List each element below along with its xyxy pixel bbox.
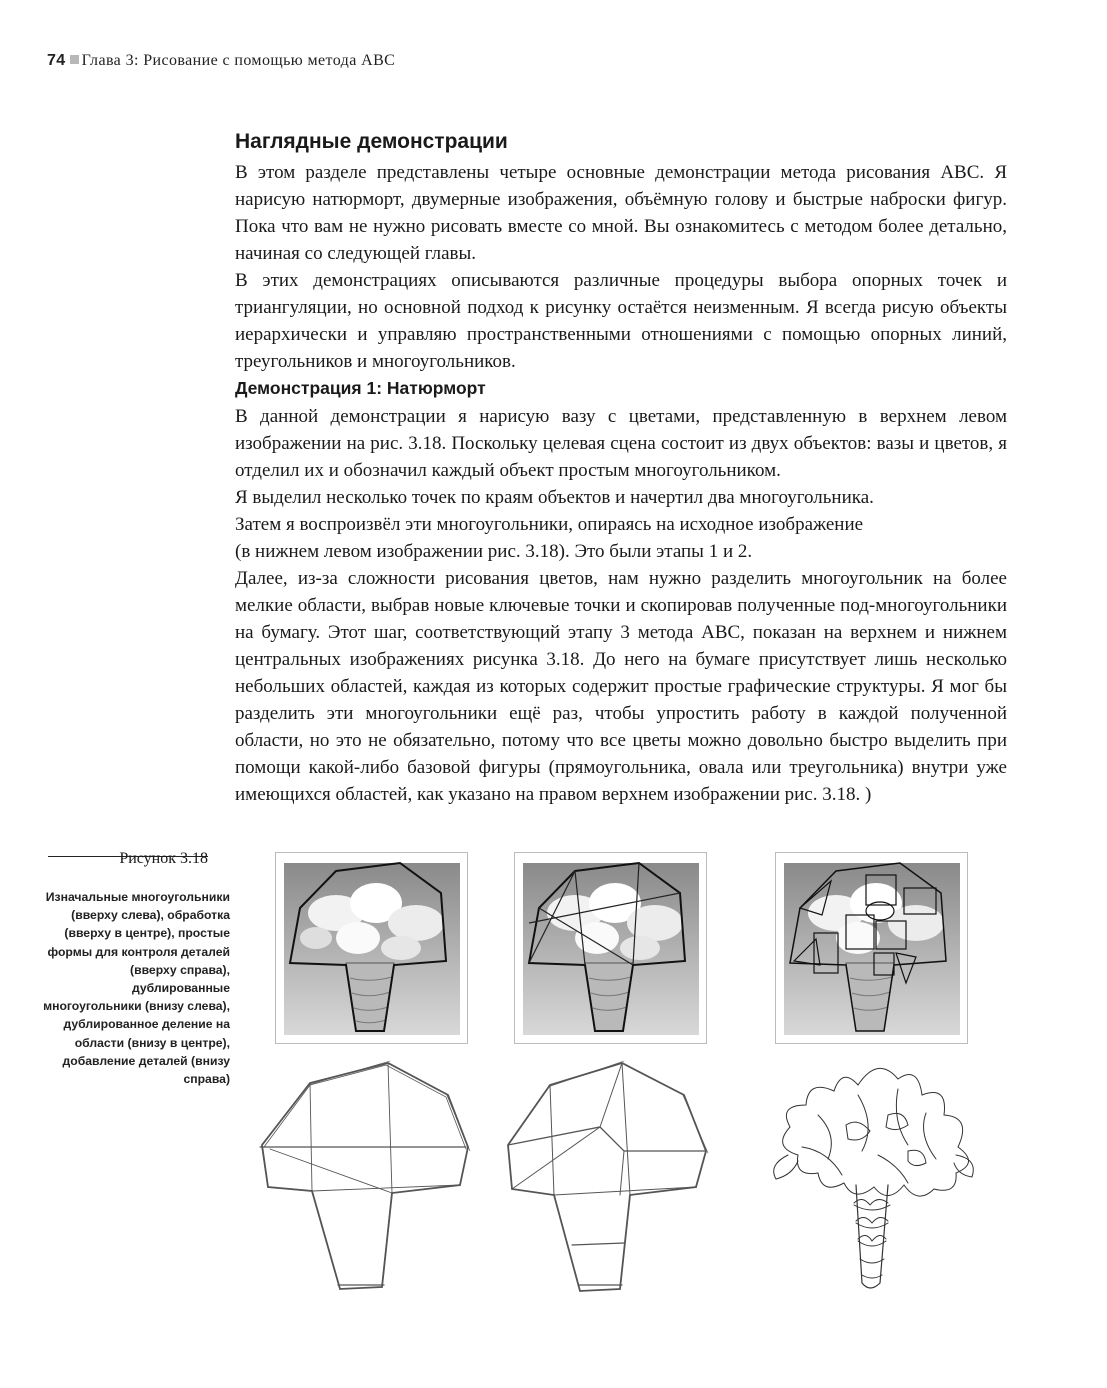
figure-photo-initial-polygons (275, 852, 468, 1044)
demo-title: Демонстрация 1: Натюрморт (235, 378, 486, 398)
chapter-title: Глава 3: Рисование с помощью метода ABC (81, 52, 396, 69)
figure-sketch-duplicated-regions (496, 1055, 726, 1305)
separator-square (70, 55, 79, 64)
section-paragraph-1: В этом разделе представлены четыре основные демонстрации метода рисования ABC. Я нарисую натюрморт, двумерные изображения, объёмную голову и быстрые наброски фигур. Пока что вам не нужно рисовать вместе со мной. Вы ознакомитесь с методом более детально, начиная со следующей главы. (235, 162, 1007, 264)
figure-label: Рисунок 3.18 (119, 850, 208, 867)
figure-sketch-duplicated-polygons (250, 1055, 480, 1305)
demo-paragraph-5: Далее, из-за сложности рисования цветов, нам нужно разделить многоугольник на более мелкие области, выбрав новые ключевые точки и скопировав полученные под-многоугольники на бумагу. Этот шаг, соответствующий этапу 3 метода ABC, показан на верхнем и нижнем центральных изображениях рисунка 3.18. До него на бумаге присутствует лишь несколько небольших областей, каждая из которых содержит простые графические структуры. Я мог бы разделить эти многоугольники ещё раз, чтобы упростить работу в каждой полученной области, но это не обязательно, потому что все цветы можно довольно быстро выделить при помощи какой-либо базовой фигуры (прямоугольника, овала или треугольника) внутри уже имеющихся областей, как указано на правом верхнем изображении рис. 3.18. ) (235, 568, 1007, 805)
section-title: Наглядные демонстрации (235, 130, 508, 153)
demo-paragraph-3: Затем я воспроизвёл эти многоугольники, опираясь на исходное изображение (235, 514, 864, 535)
main-text (235, 127, 1007, 808)
figure-photo-simple-shapes (775, 852, 968, 1044)
figure-sketch-added-details (758, 1055, 988, 1305)
figure-caption: Изначальные многоугольники (вверху слева), обработка (вверху в центре), простые формы для контроля деталей (вверху справа), дублированные многоугольники (внизу слева), дублированное деление на области (внизу в центре), добавление деталей (внизу справа) (43, 890, 230, 1087)
figure-photo-processing (514, 852, 707, 1044)
demo-paragraph-4: (в нижнем левом изображении рис. 3.18). Это были этапы 1 и 2. (235, 541, 753, 562)
demo-paragraph-1: В данной демонстрации я нарисую вазу с цветами, представленную в верхнем левом изображении на рис. 3.18. Поскольку целевая сцена состоит из двух объектов: вазы и цветов, я отделил их и обозначил каждый объект простым многоугольником. (235, 406, 1007, 481)
section-paragraph-2: В этих демонстрациях описываются различные процедуры выбора опорных точек и триангуляции, но основной подход к рисунку остаётся неизменным. Я всегда рисую объекты иерархически и управляю пространственными отношениями с помощью опорных линий, треугольников и многоугольников. (235, 270, 1007, 372)
page-number: 74 (47, 52, 66, 69)
running-head (47, 52, 395, 70)
demo-paragraph-2: Я выделил несколько точек по краям объектов и начертил два многоугольника. (235, 487, 874, 508)
